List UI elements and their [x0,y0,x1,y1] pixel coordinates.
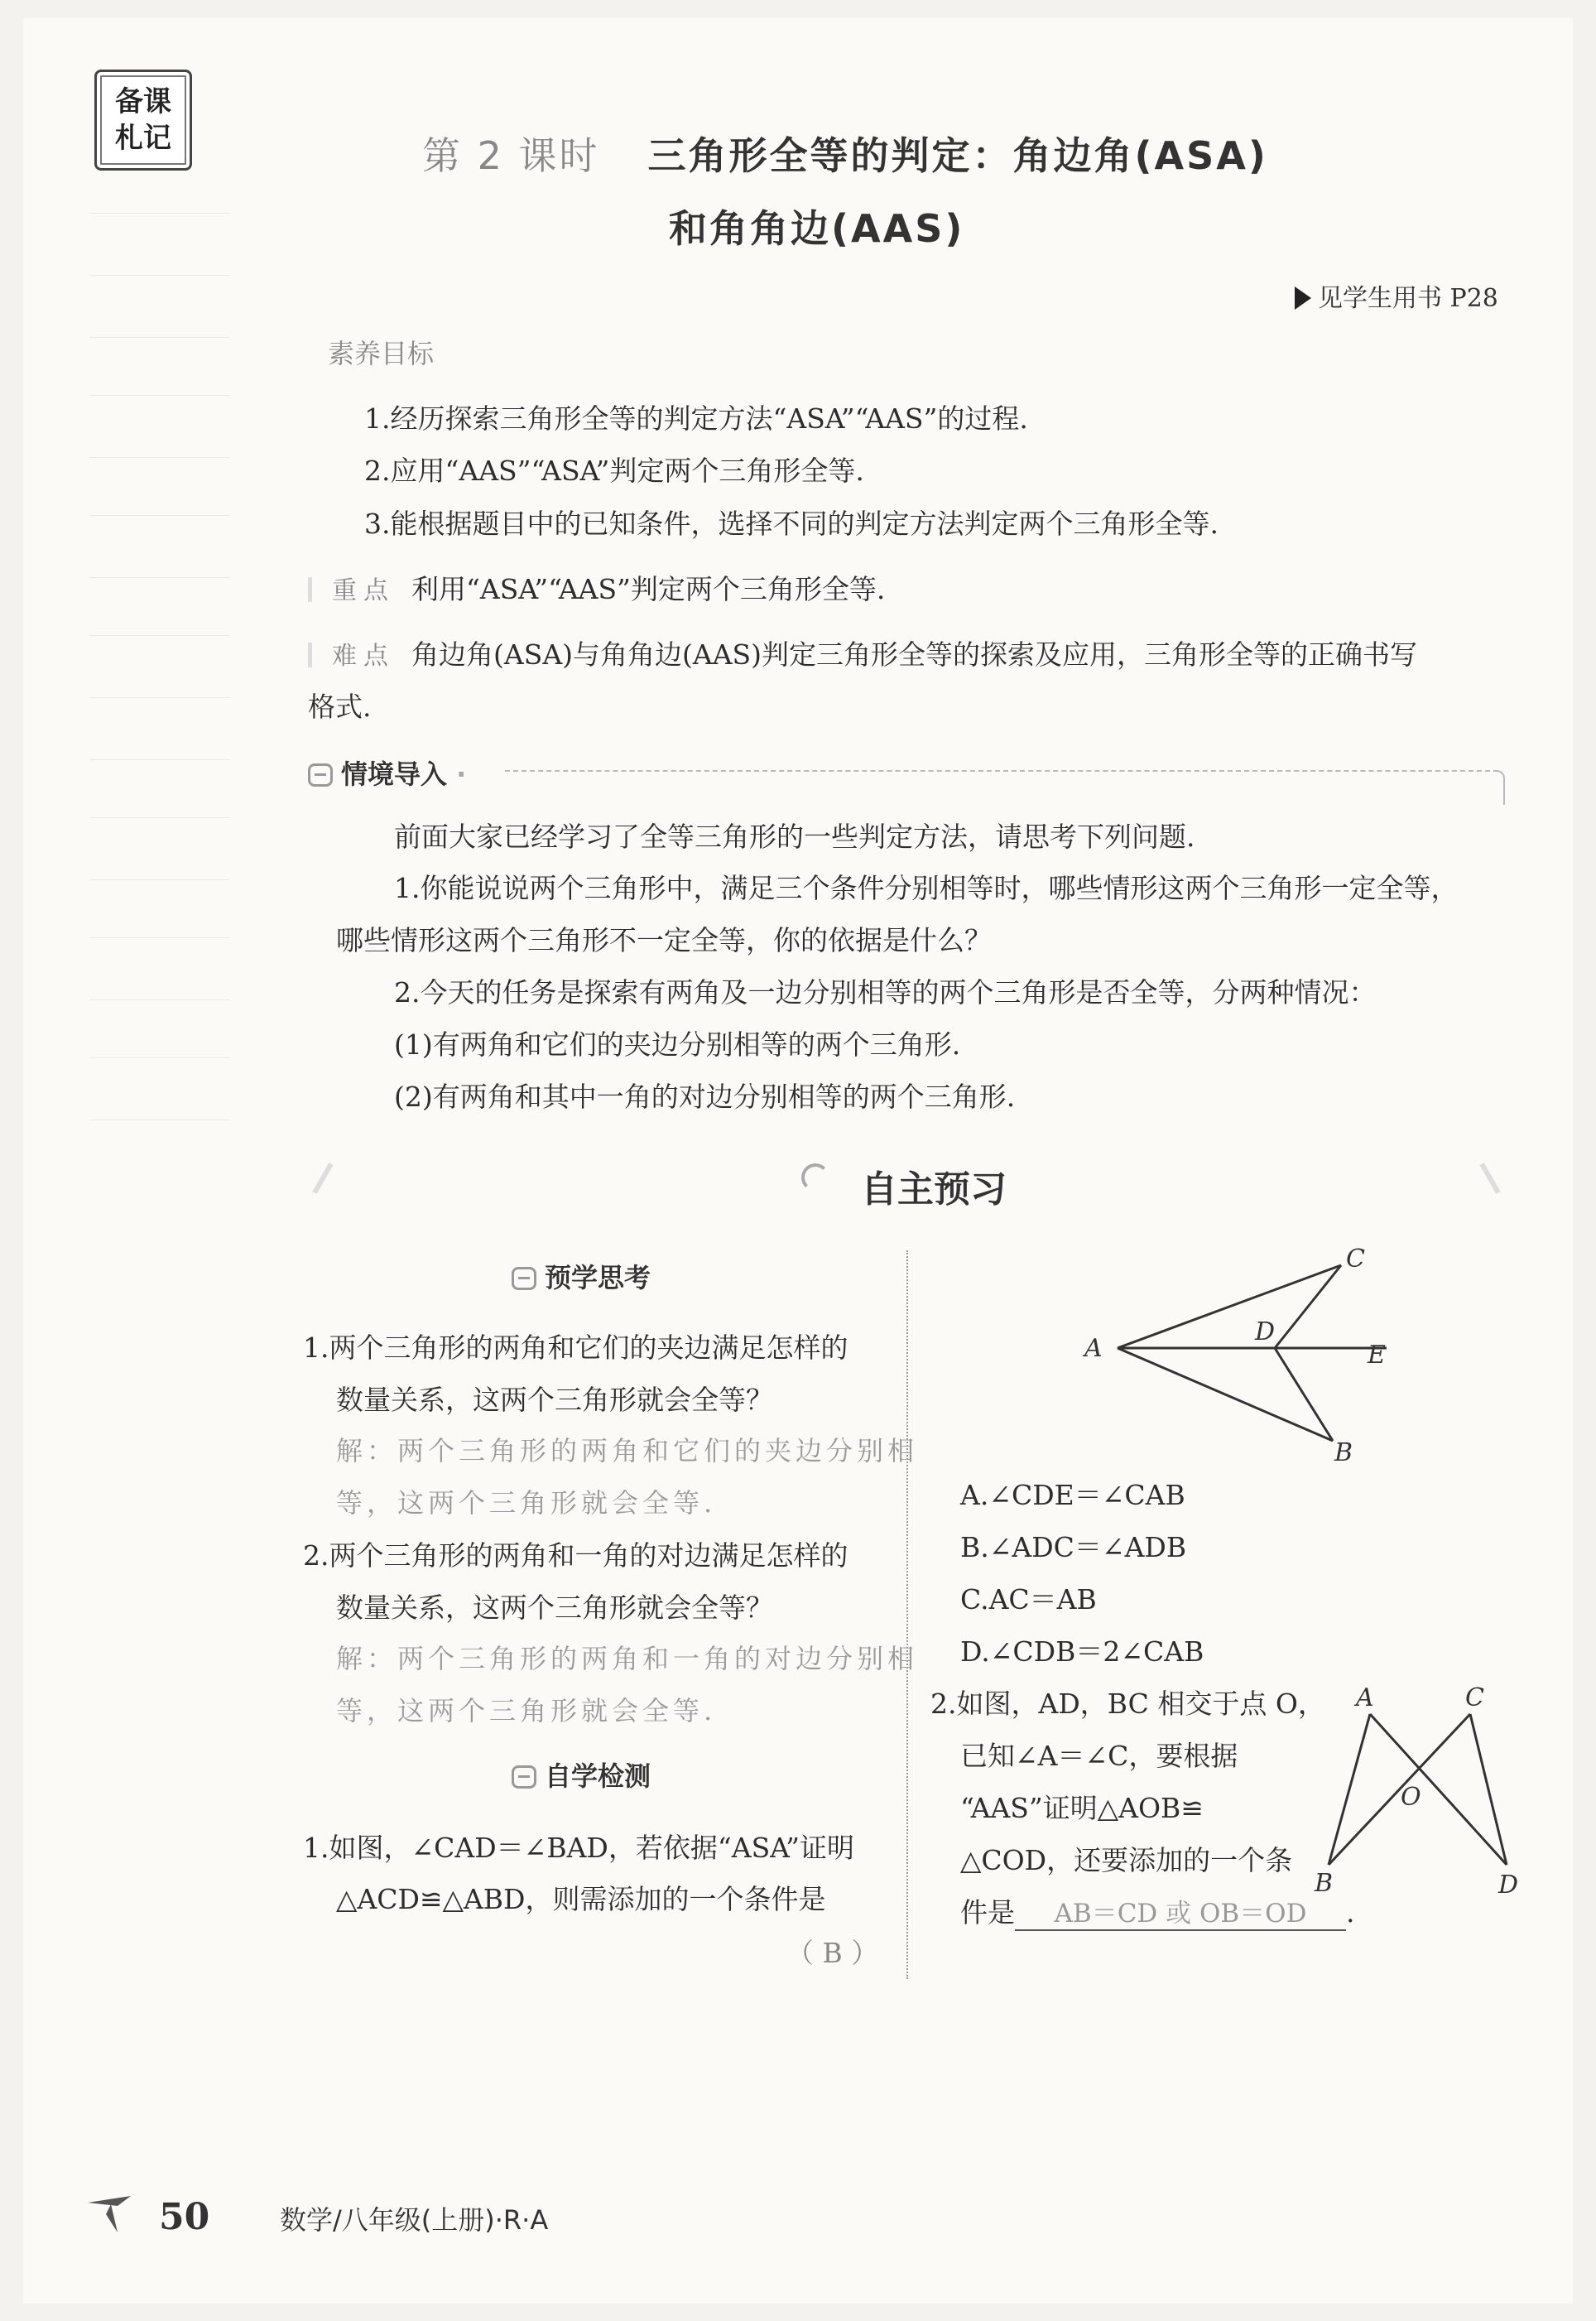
lesson-number: 第 2 课时 [422,133,600,178]
label-e: E [1368,1341,1386,1370]
bar-mark [308,577,312,602]
label-c2: C [1465,1683,1484,1712]
segment-ab [1118,1348,1333,1441]
figure-2 [1308,1681,1556,1921]
section-swirl-icon [801,1163,829,1192]
difficulty-text-2: 格式. [308,691,372,723]
option-c: C.AC＝AB [960,1583,1097,1616]
question-2-right-line-4: △COD，还要添加的一个条 [960,1844,1293,1876]
check-question-1-line-2: △ACD≌△ABD，则需添加的一个条件是 [336,1883,826,1915]
book-title: 数学/八年级(上册)·R·A [280,2204,549,2236]
question-1-line-2: 数量关系，这两个三角形就会全等？ [336,1384,773,1416]
goals-label: 素养目标 [328,338,435,369]
title-line-1: 三角形全等的判定：角边角(ASA) [647,133,1268,178]
segment-db [1275,1348,1333,1441]
badge-line-1: 备课 [115,85,171,118]
goal-item: 2.应用“AAS”“ASA”判定两个三角形全等. [364,455,864,487]
label-c: C [1346,1245,1365,1274]
intro-line: (1)有两角和它们的夹边分别相等的两个三角形. [394,1028,961,1061]
question-1: 1.两个三角形的两角和它们的夹边满足怎样的 [303,1331,848,1364]
intro-title: 情境导入 · [308,754,466,792]
difficulty-point [308,633,1417,672]
label-b: B [1334,1438,1353,1466]
q2-answer-blank: AB＝CD 或 OB＝OD [1015,1892,1346,1931]
question-2-line-2: 数量关系，这两个三角形就会全等？ [336,1591,773,1624]
page-number: 50 [159,2196,210,2238]
think-title-text: 预学思考 [545,1262,651,1293]
badge-line-2: 札记 [115,122,171,155]
question-2: 2.两个三角形的两角和一角的对边满足怎样的 [303,1539,848,1572]
book-reference [1295,277,1498,314]
difficulty-text: 角边角(ASA)与角角边(AAS)判定三角形全等的探索及应用，三角形全等的正确书写 [411,638,1418,671]
difficulty-label: 难点 [332,642,395,671]
question-2-right: 2.如图，AD，BC 相交于点 O， [930,1688,1325,1720]
question-2-right-line-2: 已知∠A＝∠C，要根据 [960,1740,1238,1772]
answer-1: 解：两个三角形的两角和它们的夹边分别相 [336,1435,919,1466]
notes-badge [94,70,192,171]
bar-mark [308,643,312,667]
question-2-right-line-5 [960,1891,1355,1931]
play-triangle-icon [1295,287,1311,310]
label-d: D [1255,1317,1276,1346]
answer-1-line-2: 等，这两个三角形就会全等. [336,1487,717,1519]
lesson-title [422,126,1268,181]
chat-icon [308,763,333,787]
answer-2-line-2: 等，这两个三角形就会全等. [336,1695,717,1726]
footer-arrow-icon [81,2189,139,2239]
question-2-right-line-3: “AAS”证明△AOB≌ [960,1792,1204,1824]
option-b: B.∠ADC＝∠ADB [960,1531,1187,1563]
intro-line: 1.你能说说两个三角形中，满足三个条件分别相等时，哪些情形这两个三角形一定全等， [394,872,1459,904]
option-a: A.∠CDE＝∠CAB [960,1479,1185,1511]
q2-prefix: 件是 [960,1896,1015,1929]
check-answer-1: （ B ） [786,1937,879,1969]
key-point [308,568,885,607]
key-text: 利用“ASA”“AAS”判定两个三角形全等. [411,573,886,605]
answer-2: 解：两个三角形的两角和一角的对边分别相 [336,1643,919,1674]
figure-1 [1068,1242,1416,1466]
q2-suffix: . [1346,1896,1355,1929]
label-a: A [1084,1334,1103,1363]
intro-line: 哪些情形这两个三角形不一定全等，你的依据是什么？ [336,924,992,956]
label-o: O [1401,1783,1421,1812]
label-b2: B [1315,1869,1334,1898]
column-divider [906,1250,908,1979]
goal-item: 3.能根据题目中的已知条件，选择不同的判定方法判定两个三角形全等. [364,508,1219,540]
check-question-1: 1.如图，∠CAD＝∠BAD，若依据“ASA”证明 [303,1832,855,1864]
option-d: D.∠CDB＝2∠CAB [960,1635,1204,1668]
title-line-2: 和角角边(AAS) [669,206,965,251]
reference-text: 见学生用书 P28 [1318,284,1498,313]
label-d2: D [1498,1871,1519,1900]
think-title [512,1257,651,1295]
intro-corner [1495,770,1505,805]
key-label: 重点 [332,576,395,605]
preview-title: 自主预习 [861,1168,1007,1211]
segment-cd-2 [1470,1714,1507,1865]
book-icon [512,1267,536,1290]
goal-item: 1.经历探索三角形全等的判定方法“ASA”“AAS”的过程. [364,402,1028,435]
check-title-text: 自学检测 [545,1760,651,1792]
checklist-icon [512,1765,536,1789]
intro-line: (2)有两角和其中一角的对边分别相等的两个三角形. [394,1081,1016,1113]
intro-line: 前面大家已经学习了全等三角形的一些判定方法，请思考下列问题. [394,821,1195,853]
segment-ad [1370,1714,1507,1865]
label-a2: A [1356,1683,1374,1712]
intro-divider [505,770,1498,772]
intro-title-text: 情境导入 [341,758,448,790]
intro-line: 2.今天的任务是探索有两角及一边分别相等的两个三角形是否全等，分两种情况： [394,976,1377,1009]
check-title [512,1755,651,1794]
